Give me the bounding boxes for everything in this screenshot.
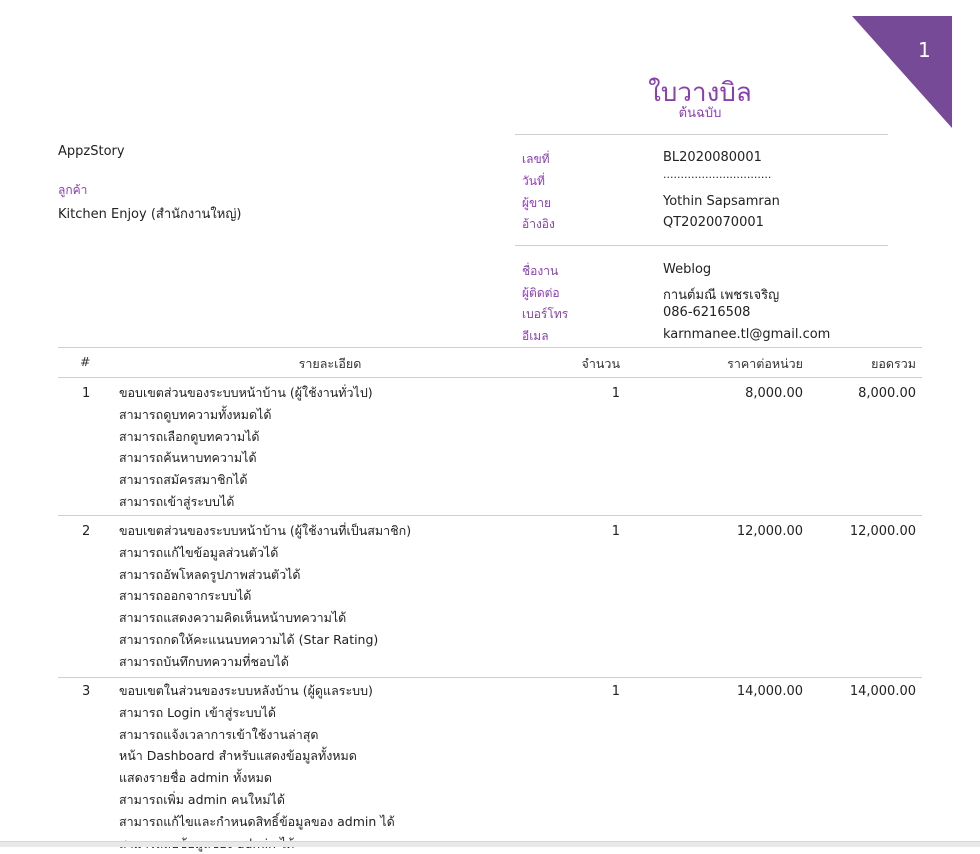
header-total: ยอดรวม xyxy=(871,356,916,371)
header-number: # xyxy=(80,354,91,369)
phone-label: เบอร์โทร xyxy=(522,307,569,321)
header-quantity: จำนวน xyxy=(581,356,620,371)
project-label: ชื่องาน xyxy=(522,264,559,278)
table-header-border xyxy=(58,377,922,378)
table-top-border xyxy=(58,347,922,348)
row-divider xyxy=(58,515,922,516)
info-divider-top xyxy=(515,134,888,135)
page-bottom-edge xyxy=(0,841,980,847)
seller-company: AppzStory xyxy=(58,144,125,159)
row-number: 1 xyxy=(82,386,91,401)
row-total: 14,000.00 xyxy=(849,684,916,699)
salesperson: Yothin Sapsamran xyxy=(663,194,780,209)
description-line: ขอบเขตส่วนของระบบหน้าบ้าน (ผู้ใช้งานที่เป็นสมาชิก) xyxy=(119,523,412,538)
description-line: สามารถแก้ไขข้อมูลส่วนตัวได้ xyxy=(119,544,279,560)
description-line: หน้า Dashboard สำหรับแสดงข้อมูลทั้งหมด xyxy=(119,748,357,764)
reference: QT2020070001 xyxy=(663,215,764,230)
document-title: ใบวางบิล xyxy=(648,78,752,108)
description-line: ขอบเขตในส่วนของระบบหลังบ้าน (ผู้ดูแลระบบ) xyxy=(119,683,373,698)
row-unit-price: 8,000.00 xyxy=(745,386,803,401)
info-divider-middle xyxy=(515,245,888,246)
row-number: 2 xyxy=(82,524,91,539)
row-quantity: 1 xyxy=(611,684,620,699)
phone-number: 086-6216508 xyxy=(663,305,751,320)
description-line: สามารถสมัครสมาชิกได้ xyxy=(119,472,248,488)
description-line: สามารถค้นหาบทความได้ xyxy=(119,450,257,466)
contact-name: กานต์มณี เพชรเจริญ xyxy=(663,288,780,303)
date-label: วันที่ xyxy=(522,174,545,188)
description-line: สามารถแก้ไขและกำหนดสิทธิ์ข้อมูลของ admin ได้ xyxy=(119,813,395,829)
customer-label: ลูกค้า xyxy=(58,183,88,197)
row-quantity: 1 xyxy=(611,386,620,401)
bill-number-label: เลขที่ xyxy=(522,152,550,166)
row-unit-price: 14,000.00 xyxy=(736,684,803,699)
bill-number: BL2020080001 xyxy=(663,150,762,165)
row-total: 8,000.00 xyxy=(858,386,916,401)
description-line: สามารถดูบทความทั้งหมดได้ xyxy=(119,406,272,422)
contact-label: ผู้ติดต่อ xyxy=(522,286,560,300)
reference-label: อ้างอิง xyxy=(522,217,555,231)
row-description xyxy=(119,382,373,513)
header-unit-price: ราคาต่อหน่วย xyxy=(727,356,803,371)
row-description xyxy=(119,680,395,841)
description-line: สามารถอัพโหลดรูปภาพส่วนตัวได้ xyxy=(119,566,301,582)
description-line: ขอบเขตส่วนของระบบหน้าบ้าน (ผู้ใช้งานทั่วไป) xyxy=(119,385,373,400)
salesperson-label: ผู้ขาย xyxy=(522,196,552,210)
description-line: สามารถเพิ่ม admin คนใหม่ได้ xyxy=(119,791,285,807)
description-line: สามารถ Login เข้าสู่ระบบได้ xyxy=(119,704,277,720)
description-line: สามารถแจ้งเวลาการเข้าใช้งานล่าสุด xyxy=(119,726,319,742)
page-number: 1 xyxy=(918,38,931,62)
email-address: karnmanee.tl@gmail.com xyxy=(663,327,831,342)
description-line: สามารถเข้าสู่ระบบได้ xyxy=(119,493,235,509)
page-corner-tab xyxy=(852,16,952,128)
description-line: สามารถบันทึกบทความที่ชอบได้ xyxy=(119,653,289,669)
email-label: อีเมล xyxy=(522,329,549,343)
row-description xyxy=(119,520,411,673)
description-line: สามารถแสดงความคิดเห็นหน้าบทความได้ xyxy=(119,610,347,626)
document-subtitle: ต้นฉบับ xyxy=(678,106,722,121)
row-number: 3 xyxy=(82,684,91,699)
row-unit-price: 12,000.00 xyxy=(736,524,803,539)
project-name: Weblog xyxy=(663,262,712,277)
description-line: สามารถออกจากระบบได้ xyxy=(119,588,252,604)
customer-name: Kitchen Enjoy (สำนักงานใหญ่) xyxy=(58,207,242,222)
header-description: รายละเอียด xyxy=(298,356,362,371)
row-quantity: 1 xyxy=(611,524,620,539)
description-line: สามารถเลือกดูบทความได้ xyxy=(119,428,260,444)
row-divider xyxy=(58,677,922,678)
description-line: สามารถกดให้คะแนนบทความได้ (Star Rating) xyxy=(119,631,379,647)
description-line: แสดงรายชื่อ admin ทั้งหมด xyxy=(119,770,273,786)
row-total: 12,000.00 xyxy=(849,524,916,539)
date-value: ............................... xyxy=(663,168,772,181)
